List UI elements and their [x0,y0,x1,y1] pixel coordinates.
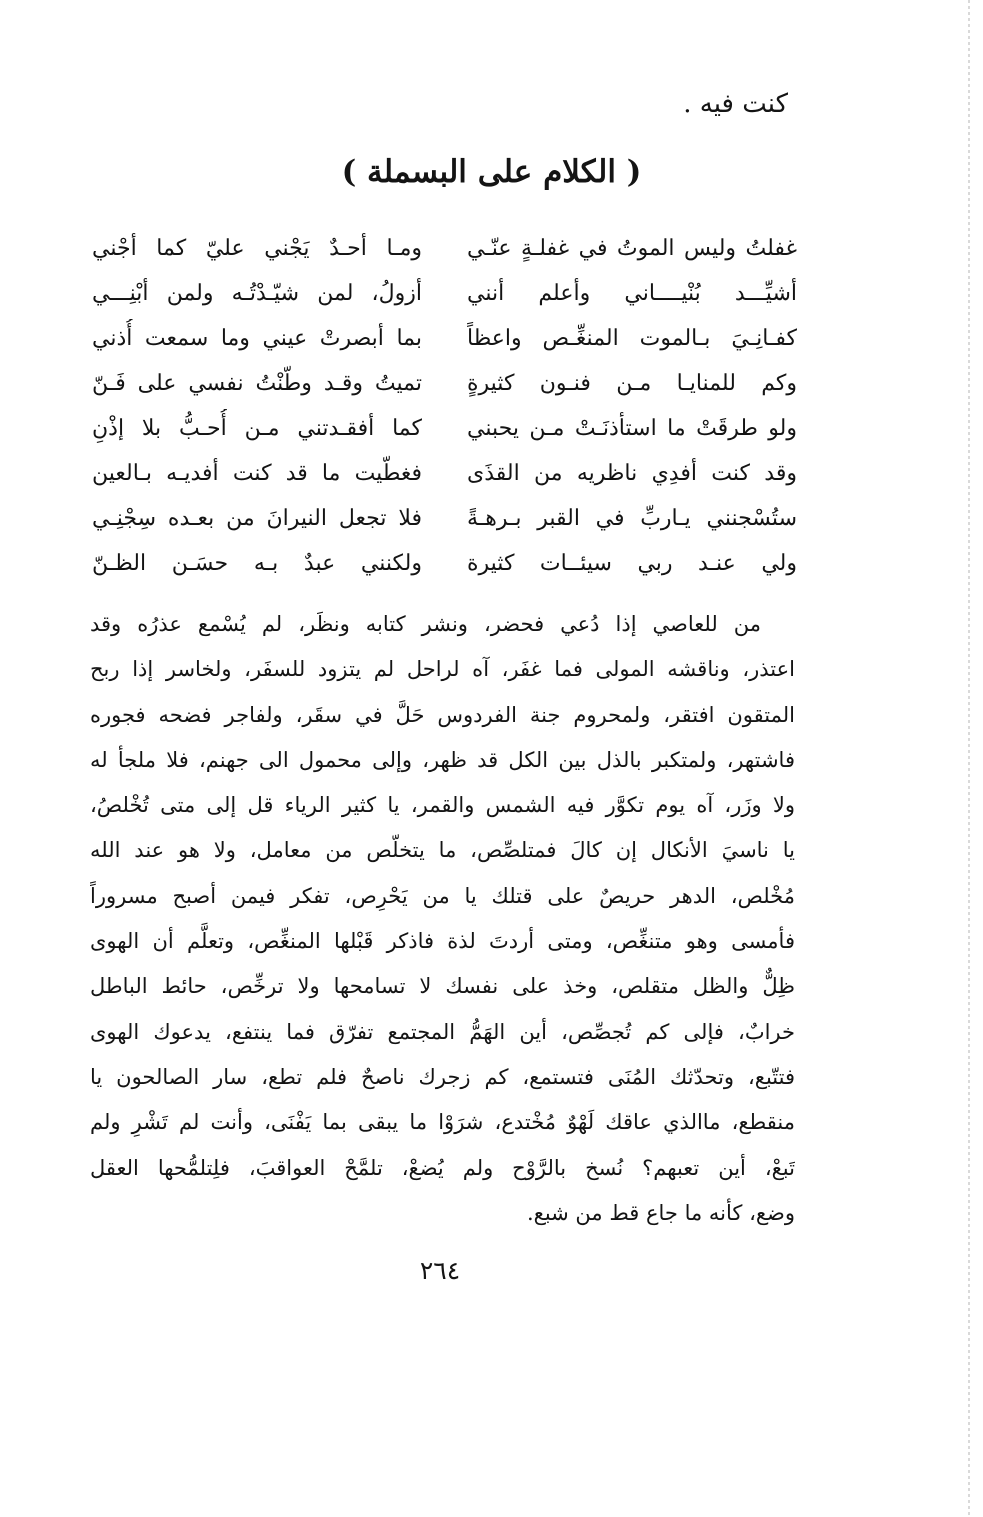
poem-verse [92,406,797,451]
poem-hemistich-left: كما أفقـدتني مـن أُحـبُّ بلا إذْنِ [92,415,422,441]
poem-verse [92,271,797,316]
prose-paragraph [90,603,795,1237]
prose-line: فاشتهر، ولمتكبر بالذل بين الكل قد ظهر، وإلى محمول الى جهنم، فلا ملجأ له [90,747,795,772]
poem-hemistich-left: بما أبصرتْ عيني وما سمعت أُذني [92,325,422,351]
prose-line: من للعاصي إذا دُعي فحضر، ونشر كتابه ونظَر، لم يُسْمع عذرُه وقد [90,612,761,636]
poem-hemistich-left: فلا تجعل النيرانَ من بعـده سِجْنِـي [92,505,422,531]
prose-line: وضع، كأنه ما جاع قط من شبع. [526,1200,795,1225]
scan-edge-line [968,0,970,1517]
poem-verse [92,361,797,406]
prose-line: يا ناسيَ الأنكال إن كالَ فمتلصِّص، ما يتخلّص من معامل، ولا هو عند الله [90,838,795,863]
poem-verse [92,451,797,496]
section-title: ( الكلام على البسملة ) [341,154,642,190]
prose-line: تَبعْ، أين تعبهم؟ نُسخ بالرَّوْح ولم يُضعْ، تلمَّحْ العواقبَ، فلِتلمُّحها العقل [90,1155,795,1180]
poem-verse [92,496,797,541]
prose-line: ظِلٌّ والظل متقلص، وخذ على نفسك لا تسامحها ولا ترخِّص، حائط الباطل [90,974,795,999]
poem-hemistich-right: غفلتُ وليس الموتُ في غفلـةٍ عنّـي [467,235,797,261]
poem-hemistich-right: ولو طرقَتْ ما استأذنَـتْ مـن يحبني [467,415,797,441]
poem-hemistich-left: فغطّيت ما قد كنت أفديـه بـالعين [92,460,422,486]
prose-line: فأمسى وهو متنغِّص، ومتى أردتَ لذة فاذكر قَبْلها المنغِّص، وتعلَّم أن الهوى [90,929,795,954]
prose-line: ولا وزَر، آه يوم تكوَّر فيه الشمس والقمر، يا كثير الرياء قل إلى متى تُخْلصُ، [90,793,795,818]
poem-hemistich-right: ولي عنـد ربي سيئــات كثيرة [467,550,797,576]
prose-line: خرابٌ، فإلى كم تُجصِّص، أين الهَمُّ المجتمع تفرّق فما ينتفع، يدعوك الهوى [90,1019,795,1044]
prose-line: اعتذر، وناقشه المولى فما غفَر، آه لراحل لم يتزود للسفَر، ولخاسر إذا ربح [90,657,795,682]
prose-line: منقطع، ماالذي عاقك لَهْوٌ مُخْتدع، شرَوْا ما يبقى بما يَفْنَى، وأنت لم تَشْرِ ولم [90,1110,795,1135]
poem-hemistich-left: ولكنني عبدٌ بـه حسَـن الظـنّ [92,550,422,576]
prose-line: مُخْلص، الدهر حريصٌ على قتلك يا من يَحْرِص، تفكر فيمن أصبح مسروراً [90,883,795,908]
poem-hemistich-right: وكم للمنايـا مـن فنـون كثيرةٍ [467,370,797,396]
poem-hemistich-right: ستُسْجنني يـاربِّ في القبر بـرهـةً [467,505,797,531]
poem-hemistich-left: تميتُ وقـد وطّنْتُ نفسي على فَـنّ [92,370,422,396]
poem-hemistich-left: أزولُ، لمن شيّـدْتُـه ولمن أبْنِـــي [92,280,422,306]
poem [92,226,797,586]
poem-hemistich-left: ومـا أحـدٌ يَجْني عليّ كما أجْني [92,235,422,261]
poem-verse [92,316,797,361]
page-number: ٢٦٤ [419,1256,461,1285]
poem-verse [92,541,797,586]
prose-line: المتقون افتقر، ولمحروم جنة الفردوس حَلَّ في سقَر، ولفاجر فضحه فجوره [90,702,795,727]
continuation-line: كنت فيه . [683,89,788,119]
poem-hemistich-right: وقد كنت أفدِي ناظريه من القذَى [467,460,797,486]
poem-hemistich-right: أشيِّـــد بُنْيــــاني وأعلم أنني [467,280,797,306]
poem-hemistich-right: كفـانِـيَ بـالموت المنغِّـص واعظاً [467,325,797,351]
prose-line: فتتّبع، وتحدّثك المُنَى فتستمع، كم زجرك ناصحٌ فلم تطع، سار الصالحون يا [90,1064,795,1089]
poem-verse [92,226,797,271]
